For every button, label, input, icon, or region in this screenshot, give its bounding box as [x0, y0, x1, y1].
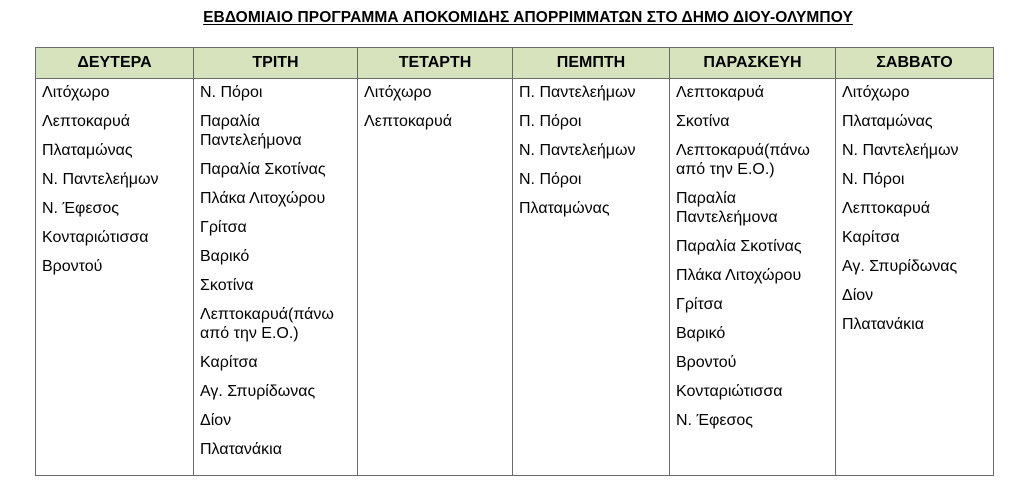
- day-cell-friday: [670, 79, 836, 476]
- location-item: Λεπτοκαρυά(πάνω από την Ε.Ο.): [676, 142, 810, 178]
- day-cell-wednesday: [358, 79, 513, 476]
- day-cell-thursday: [513, 79, 670, 476]
- location-item: Λιτόχωρο: [364, 84, 432, 101]
- location-item: Παραλία Παντελεήμονα: [676, 190, 778, 226]
- location-item: Πλαταμώνας: [519, 200, 610, 217]
- location-item: Πλάκα Λιτοχώρου: [200, 190, 326, 207]
- location-item: Λεπτοκαρυά: [364, 113, 453, 130]
- location-item: Αγ. Σπυρίδωνας: [200, 383, 316, 400]
- location-item: Πλατανάκια: [200, 441, 282, 458]
- location-item: Κονταριώτισσα: [676, 383, 783, 400]
- location-item: Καρίτσα: [200, 354, 258, 371]
- day-cell-tuesday: [194, 79, 358, 476]
- location-item: Π. Πόροι: [519, 113, 582, 130]
- location-item: Λεπτοκαρυά: [42, 113, 131, 130]
- location-item: Βαρικό: [676, 325, 726, 342]
- day-header-tuesday: ΤΡΙΤΗ: [194, 48, 358, 79]
- day-cell-saturday: [836, 79, 994, 476]
- location-item: Πλαταμώνας: [842, 113, 933, 130]
- location-item: Βροντού: [676, 354, 737, 371]
- location-item: Πλατανάκια: [842, 316, 924, 333]
- location-item: Ν. Παντελεήμων: [842, 142, 959, 159]
- day-header-monday: ΔΕΥΤΕΡΑ: [36, 48, 194, 79]
- page-title: ΕΒΔΟΜΙΑΙΟ ΠΡΟΓΡΑΜΜΑ ΑΠΟΚΟΜΙΔΗΣ ΑΠΟΡΡΙΜΜΑΤΩΝ ΣΤΟ ΔΗΜΟ ΔΙΟΥ-ΟΛΥΜΠΟΥ: [203, 9, 853, 26]
- location-item: Πλαταμώνας: [42, 142, 133, 159]
- location-item: Π. Παντελεήμων: [519, 84, 636, 101]
- location-item: Σκοτίνα: [200, 277, 254, 294]
- location-item: Λεπτοκαρυά: [842, 200, 931, 217]
- location-item: Βαρικό: [200, 248, 250, 265]
- location-item: Παραλία Σκοτίνας: [200, 161, 326, 178]
- location-item: Βροντού: [42, 258, 103, 275]
- location-item: Ν. Πόροι: [200, 84, 263, 101]
- location-item: Λεπτοκαρυά(πάνω από την Ε.Ο.): [200, 306, 334, 342]
- locations-row: [36, 79, 994, 476]
- location-item: Πλάκα Λιτοχώρου: [676, 267, 802, 284]
- location-item: Ν. Έφεσος: [676, 412, 753, 429]
- location-item: Ν. Έφεσος: [42, 200, 119, 217]
- collection-schedule-table: [35, 47, 994, 476]
- location-item: Αγ. Σπυρίδωνας: [842, 258, 958, 275]
- location-item: Δίον: [842, 287, 874, 304]
- day-cell-monday: [36, 79, 194, 476]
- day-header-thursday: ΠΕΜΠΤΗ: [513, 48, 670, 79]
- location-item: Γρίτσα: [200, 219, 247, 236]
- location-item: Λιτόχωρο: [842, 84, 910, 101]
- location-item: Ν. Πόροι: [842, 171, 905, 188]
- location-item: Σκοτίνα: [676, 113, 730, 130]
- location-item: Καρίτσα: [842, 229, 900, 246]
- day-header-friday: ΠΑΡΑΣΚΕΥΗ: [670, 48, 836, 79]
- location-item: Λεπτοκαρυά: [676, 84, 765, 101]
- day-header-wednesday: ΤΕΤΑΡΤΗ: [358, 48, 513, 79]
- location-item: Ν. Παντελεήμων: [519, 142, 636, 159]
- header-row: [36, 48, 994, 79]
- location-item: Δίον: [200, 412, 232, 429]
- location-item: Ν. Παντελεήμων: [42, 171, 159, 188]
- location-item: Γρίτσα: [676, 296, 723, 313]
- location-item: Λιτόχωρο: [42, 84, 110, 101]
- location-item: Ν. Πόροι: [519, 171, 582, 188]
- location-item: Κονταριώτισσα: [42, 229, 149, 246]
- day-header-saturday: ΣΑΒΒΑΤΟ: [836, 48, 994, 79]
- location-item: Παραλία Παντελεήμονα: [200, 113, 302, 149]
- location-item: Παραλία Σκοτίνας: [676, 238, 802, 255]
